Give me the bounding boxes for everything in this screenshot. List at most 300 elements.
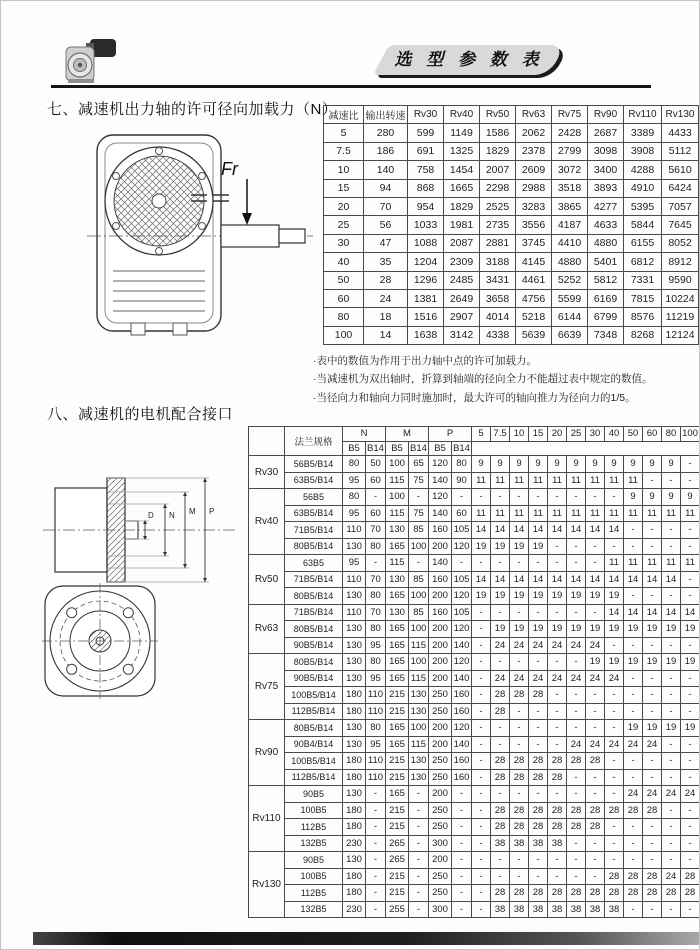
table-cell: 9 [529, 456, 548, 473]
table-cell: 38 [491, 901, 510, 918]
table-cell: 5395 [624, 197, 662, 215]
table-cell: 200 [429, 786, 452, 803]
table-cell: - [643, 588, 662, 605]
table-cell: 18 [364, 308, 408, 326]
table-cell: 165 [386, 621, 409, 638]
table-cell: 4145 [516, 253, 552, 271]
table-row [249, 555, 700, 572]
table-cell: 60 [366, 472, 386, 489]
table-cell: 71B5/B14 [285, 604, 343, 621]
table-cell: 130 [343, 852, 366, 869]
table-cell: - [491, 868, 510, 885]
table-cell: - [472, 786, 491, 803]
table-cell: 56 [364, 216, 408, 234]
table-row [249, 654, 700, 671]
table-cell: 300 [429, 835, 452, 852]
table-cell: 105 [452, 604, 472, 621]
table-row [249, 571, 700, 588]
table-cell: 1149 [444, 124, 480, 142]
table-cell: 160 [429, 571, 452, 588]
table-cell: - [548, 489, 567, 506]
table-cell: 24 [529, 637, 548, 654]
table-cell: 28 [510, 753, 529, 770]
table-cell: 100 [386, 489, 409, 506]
table-row [249, 786, 700, 803]
table-cell: 14 [624, 604, 643, 621]
ratio-header: 60 [643, 427, 662, 442]
table-cell: - [586, 769, 605, 786]
table-cell: 140 [452, 637, 472, 654]
table-cell: - [548, 555, 567, 572]
table-cell: 28 [491, 769, 510, 786]
table-cell: - [662, 637, 681, 654]
table-cell: 1381 [408, 289, 444, 307]
table-cell: 112B5/B14 [285, 769, 343, 786]
table-row [249, 505, 700, 522]
table-cell: 250 [429, 687, 452, 704]
table-cell: 200 [429, 538, 452, 555]
subheader-b5: B5 [343, 441, 366, 456]
table-cell: - [586, 786, 605, 803]
table-cell: 19 [529, 621, 548, 638]
table-cell: 19 [491, 621, 510, 638]
table-cell: 19 [491, 538, 510, 555]
table-cell: 28 [510, 802, 529, 819]
table-cell: 3518 [552, 179, 588, 197]
table-cell: - [366, 835, 386, 852]
table-cell: 4433 [662, 124, 699, 142]
table-cell: 28 [510, 769, 529, 786]
table-cell: 50 [366, 456, 386, 473]
table-cell: 11 [491, 472, 510, 489]
table-cell: 130 [386, 571, 409, 588]
table-cell: 180 [343, 753, 366, 770]
table-cell: 19 [491, 588, 510, 605]
table-cell: 11 [681, 505, 700, 522]
table-cell: - [452, 901, 472, 918]
table-cell: 24 [586, 637, 605, 654]
table-cell: - [472, 802, 491, 819]
dim-header-n: N [343, 427, 386, 442]
header-divider [51, 85, 651, 88]
table-cell: 200 [429, 637, 452, 654]
table-cell: 19 [586, 621, 605, 638]
table-cell: - [624, 522, 643, 539]
table-cell: 5112 [662, 142, 699, 160]
table-cell: 130 [409, 703, 429, 720]
table-cell: 80 [366, 720, 386, 737]
table-cell: 3865 [552, 197, 588, 215]
dim-header-m: M [386, 427, 429, 442]
table-cell: 1665 [444, 179, 480, 197]
table-cell: 28 [586, 753, 605, 770]
table-cell: 120 [452, 720, 472, 737]
table-cell: 160 [452, 753, 472, 770]
table-cell: 14 [472, 571, 491, 588]
table-cell: 9 [491, 456, 510, 473]
table-cell: 85 [409, 571, 429, 588]
table-cell: 100 [409, 654, 429, 671]
table-cell: - [605, 489, 624, 506]
column-header: Rv90 [588, 106, 624, 124]
table-cell: 70 [364, 197, 408, 215]
table-cell: - [586, 703, 605, 720]
ratio-header: 20 [548, 427, 567, 442]
section7-title: 七、减速机出力轴的许可径向加载力（N） [47, 101, 338, 118]
table-cell: - [452, 786, 472, 803]
table-cell: 9 [605, 456, 624, 473]
table-cell: 180 [343, 769, 366, 786]
table-cell: - [605, 769, 624, 786]
table-cell: 70 [366, 522, 386, 539]
table-cell: - [643, 637, 662, 654]
subheader-b5: B5 [386, 441, 409, 456]
table-cell: 28 [567, 819, 586, 836]
table-header-row [249, 427, 700, 442]
table-cell: - [681, 670, 700, 687]
table-cell: 100 [409, 538, 429, 555]
table-cell: 38 [491, 835, 510, 852]
table-cell: - [586, 868, 605, 885]
table-cell: 7815 [624, 289, 662, 307]
radial-load-diagram [51, 129, 316, 341]
table-cell: 160 [429, 522, 452, 539]
table-cell: - [567, 769, 586, 786]
table-cell: 1325 [444, 142, 480, 160]
table-cell: 28 [548, 819, 567, 836]
table-cell: 110 [366, 769, 386, 786]
table-cell: 14 [586, 522, 605, 539]
table-cell: - [567, 555, 586, 572]
table-cell: 11 [472, 472, 491, 489]
table-cell: 110 [343, 571, 366, 588]
table-cell: 38 [510, 901, 529, 918]
table-cell: 2378 [516, 142, 552, 160]
table-cell: 120 [452, 588, 472, 605]
table-cell: - [605, 753, 624, 770]
table-cell: - [586, 555, 605, 572]
table-cell: 215 [386, 819, 409, 836]
table-cell: - [548, 654, 567, 671]
table-cell: - [624, 687, 643, 704]
column-header: Rv30 [408, 106, 444, 124]
table-row [249, 472, 700, 489]
table-cell: 9 [548, 456, 567, 473]
table-cell: 75 [409, 472, 429, 489]
group-label-cell: Rv130 [249, 852, 285, 918]
table-cell: - [472, 769, 491, 786]
table-cell: 19 [681, 654, 700, 671]
table-cell: - [624, 703, 643, 720]
table-cell: 200 [429, 670, 452, 687]
table-cell: - [643, 753, 662, 770]
table-cell: 165 [386, 786, 409, 803]
table-cell: 28 [567, 885, 586, 902]
table-cell: 28 [491, 819, 510, 836]
table-cell: 160 [452, 769, 472, 786]
table-cell: - [624, 538, 643, 555]
table-cell: 28 [529, 753, 548, 770]
table-cell: - [662, 472, 681, 489]
table-cell: 14 [567, 522, 586, 539]
table-cell: 140 [429, 555, 452, 572]
table-cell: 28 [364, 271, 408, 289]
table-cell: 80 [343, 489, 366, 506]
table-cell: 200 [429, 736, 452, 753]
table-cell: 100 [409, 621, 429, 638]
table-cell: 200 [429, 621, 452, 638]
table-cell: - [624, 588, 643, 605]
table-cell: - [529, 720, 548, 737]
table-cell: - [548, 868, 567, 885]
table-cell: - [548, 852, 567, 869]
table-row [324, 253, 699, 271]
table-cell: 28 [548, 802, 567, 819]
table-cell: 250 [429, 819, 452, 836]
table-cell: - [567, 538, 586, 555]
table-cell: 80 [366, 538, 386, 555]
table-cell: 14 [510, 571, 529, 588]
table-cell: 2907 [444, 308, 480, 326]
table-cell: - [567, 786, 586, 803]
table-cell: 38 [586, 901, 605, 918]
table-cell: - [409, 852, 429, 869]
table-cell: 180 [343, 703, 366, 720]
table-cell: 868 [408, 179, 444, 197]
table-row [249, 852, 700, 869]
table-cell: - [662, 522, 681, 539]
table-cell: 19 [510, 588, 529, 605]
table-cell: 300 [429, 901, 452, 918]
table-cell: - [366, 901, 386, 918]
notes [313, 352, 700, 407]
table-cell: 160 [429, 604, 452, 621]
table-cell: - [491, 654, 510, 671]
table-cell: 71B5/B14 [285, 571, 343, 588]
table-cell: - [605, 819, 624, 836]
table-cell: - [472, 819, 491, 836]
table-cell: - [567, 868, 586, 885]
table-cell: 11 [643, 505, 662, 522]
table-cell: - [472, 852, 491, 869]
table-cell: - [681, 571, 700, 588]
dim-label-d: D [148, 511, 154, 520]
table-cell: - [624, 769, 643, 786]
table-cell: 5401 [588, 253, 624, 271]
table-cell: 90B5 [285, 852, 343, 869]
radial-load-tbody [324, 124, 699, 345]
table-cell: 1296 [408, 271, 444, 289]
table-cell: 180 [343, 868, 366, 885]
table-cell: 19 [529, 588, 548, 605]
table-cell: 19 [681, 720, 700, 737]
table-cell: 90B4/B14 [285, 736, 343, 753]
table-cell: 265 [386, 852, 409, 869]
table-cell: - [366, 868, 386, 885]
table-cell: 38 [510, 835, 529, 852]
table-cell: 80 [343, 456, 366, 473]
table-cell: 63B5/B14 [285, 472, 343, 489]
table-cell: 28 [529, 885, 548, 902]
table-cell: 9 [472, 456, 491, 473]
table-cell: - [605, 835, 624, 852]
table-cell: - [491, 489, 510, 506]
table-cell: 3188 [480, 253, 516, 271]
table-cell: 954 [408, 197, 444, 215]
table-cell: 24 [586, 670, 605, 687]
table-cell: 8268 [624, 326, 662, 344]
column-header: Rv130 [662, 106, 699, 124]
table-cell: 280 [364, 124, 408, 142]
table-cell: 19 [643, 720, 662, 737]
table-cell: 95 [343, 555, 366, 572]
table-cell: 3389 [624, 124, 662, 142]
table-cell: 4338 [480, 326, 516, 344]
table-row [249, 637, 700, 654]
table-cell: 120 [429, 456, 452, 473]
table-cell: 11 [605, 472, 624, 489]
table-cell: - [472, 654, 491, 671]
table-cell: 60 [452, 505, 472, 522]
table-cell: - [681, 901, 700, 918]
table-cell: - [586, 852, 605, 869]
table-cell: - [548, 687, 567, 704]
table-cell: 160 [452, 687, 472, 704]
table-cell: 19 [662, 654, 681, 671]
table-cell: 19 [548, 621, 567, 638]
table-cell: 140 [429, 505, 452, 522]
table-cell: 11 [605, 555, 624, 572]
table-cell: 1204 [408, 253, 444, 271]
table-cell: - [586, 489, 605, 506]
table-cell: 3142 [444, 326, 480, 344]
table-cell: 90B5/B14 [285, 670, 343, 687]
table-cell: - [491, 555, 510, 572]
table-cell: 19 [472, 538, 491, 555]
table-cell: - [472, 885, 491, 902]
table-cell: 9 [643, 489, 662, 506]
table-cell: - [681, 852, 700, 869]
table-cell: 28 [605, 885, 624, 902]
table-cell: - [567, 604, 586, 621]
table-cell: 38 [567, 901, 586, 918]
table-cell: 24 [548, 670, 567, 687]
table-cell: 28 [567, 802, 586, 819]
group-label-cell: Rv30 [249, 456, 285, 489]
table-cell: 3400 [588, 161, 624, 179]
table-cell: - [681, 736, 700, 753]
table-cell: 95 [366, 670, 386, 687]
table-cell: 11 [529, 505, 548, 522]
table-cell: - [624, 901, 643, 918]
table-cell: 25 [324, 216, 364, 234]
table-cell: 5844 [624, 216, 662, 234]
table-cell: 5812 [588, 271, 624, 289]
table-cell: 28 [586, 802, 605, 819]
table-cell: - [643, 670, 662, 687]
table-cell: - [681, 588, 700, 605]
table-cell: 1033 [408, 216, 444, 234]
table-cell: 130 [343, 670, 366, 687]
table-cell: 14 [491, 571, 510, 588]
note-line: ·当减速机为双出轴时，折算到轴端的径向全力不能超过表中规定的数值。 [313, 373, 653, 386]
table-cell: - [567, 720, 586, 737]
table-cell: 28 [586, 885, 605, 902]
table-cell: 250 [429, 802, 452, 819]
subheader-b5: B5 [429, 441, 452, 456]
table-cell: 1454 [444, 161, 480, 179]
table-cell: - [452, 555, 472, 572]
table-cell: 14 [681, 604, 700, 621]
table-header-row [324, 106, 699, 124]
table-cell: 40 [324, 253, 364, 271]
table-cell: - [681, 753, 700, 770]
table-row [249, 885, 700, 902]
table-cell: - [662, 703, 681, 720]
table-cell: - [472, 687, 491, 704]
table-cell: 28 [624, 868, 643, 885]
table-cell: 14 [643, 571, 662, 588]
table-cell: 7.5 [324, 142, 364, 160]
table-cell: 14 [624, 571, 643, 588]
table-cell: - [624, 852, 643, 869]
table-cell: 11 [586, 505, 605, 522]
motor-interface-tbody [249, 456, 700, 918]
table-cell: 9 [586, 456, 605, 473]
table-cell: 63B5/B14 [285, 505, 343, 522]
table-cell: 14 [491, 522, 510, 539]
table-row [324, 197, 699, 215]
table-cell: 80 [366, 654, 386, 671]
table-row [249, 703, 700, 720]
table-cell: 24 [586, 736, 605, 753]
table-cell: 130 [386, 522, 409, 539]
table-cell: - [529, 736, 548, 753]
column-header: Rv40 [444, 106, 480, 124]
table-cell: 230 [343, 835, 366, 852]
table-cell: 11 [491, 505, 510, 522]
table-cell: 180 [343, 687, 366, 704]
table-cell: 112B5/B14 [285, 703, 343, 720]
table-row [249, 489, 700, 506]
table-cell: 165 [386, 670, 409, 687]
table-cell: 95 [343, 472, 366, 489]
table-cell: 19 [567, 621, 586, 638]
table-cell: 3893 [588, 179, 624, 197]
table-cell: 9 [567, 456, 586, 473]
table-cell: 230 [343, 901, 366, 918]
table-cell: 90B5/B14 [285, 637, 343, 654]
table-cell: - [472, 703, 491, 720]
group-label-cell: Rv40 [249, 489, 285, 555]
table-cell: - [681, 703, 700, 720]
table-cell: 2735 [480, 216, 516, 234]
table-cell: 14 [586, 571, 605, 588]
table-cell: 24 [624, 736, 643, 753]
table-cell: 11 [624, 555, 643, 572]
table-cell: - [529, 852, 548, 869]
table-cell: 165 [386, 637, 409, 654]
table-cell: - [409, 819, 429, 836]
table-cell: - [472, 868, 491, 885]
table-cell: 2428 [552, 124, 588, 142]
table-cell: 115 [386, 555, 409, 572]
table-cell: - [643, 538, 662, 555]
table-cell: 112B5 [285, 885, 343, 902]
table-cell: 250 [429, 868, 452, 885]
table-cell: - [605, 687, 624, 704]
table-cell: 2881 [480, 234, 516, 252]
